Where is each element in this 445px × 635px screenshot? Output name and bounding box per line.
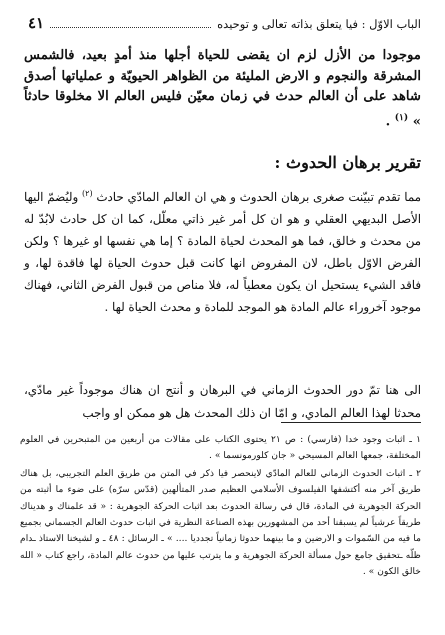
- paragraph2-text-before: مما تقدم تبيّنت صغرى برهان الحدوث و هي ان العالم المادّي حادث: [92, 189, 421, 204]
- footnote-separator: [281, 422, 421, 423]
- paragraph-final: الى هنا تمّ دور الحدوث الزماني في البرهان و أنتج ان هناك موجوداً غير مادّي، محدثا لهذا العالم المادي، و امّا ان ذلك المحدث هل هو ممكن او واجب: [24, 383, 421, 420]
- footnotes: [20, 432, 421, 582]
- paragraph-continuation: [24, 46, 421, 132]
- page-number: ٤١: [28, 14, 45, 32]
- paragraph1-end: .: [385, 113, 395, 129]
- running-title: الباب الاوّل : فيا يتعلق بذاته تعالى و توحيده: [217, 17, 421, 31]
- paragraph-body: [24, 183, 421, 318]
- paragraph1-text: موجودا من الأزل لزم ان يقضى للحياة أجلها منذ أمدٍ بعيد، فالشمس المشرقة والنجوم و الارض المليئة من الظواهر الحيويّة و عملياتها أصدق شاهد على أن العالم حدث في زمان معيّن فليس العالم الا مخلوقا حادثاً »: [24, 48, 421, 129]
- footnote-1: ١ ـ اثبات وجود خدا (فارسي) : ص ٢١ يحتوى الكتاب على مقالات من أربعين من المتبحرين في العلوم المختلفة، جمعها العالم المسيحي « جان كلورمونسما » .: [20, 434, 421, 462]
- section-heading: تقرير برهان الحدوث :: [274, 153, 421, 172]
- footnote-ref-1: (١): [394, 112, 409, 123]
- footnote-ref-2: (٢): [82, 189, 93, 198]
- header-dot-leader: [50, 17, 211, 28]
- footnote-2: ٢ ـ اثبات الحدوث الزماني للعالم المادّي لاينحصر فيا ذكر في المتن من طريق العلم التجريبي، بل هناك طريق آخر منه أكتشفها الفيلسوف الأسلامي العظيم صدر المتألهين (قدّس سرّه) على ضوء ما أثبته من الحركة الجوهرية في المادة، قال في رسالة الحدوث بعد اثبات الحركة الجوهرية : « قد علمناك و هديناك طريقاً عرشياً لم يسبقنا أحد من المشهورين بهذه الصناعة النظرية في اثبات حدوث العالم الجسماني بجميع ما فيه من السّموات و الارضين و ما بينهما حدوثا زمانياً تجدديا .... » ـ الرسائل : ٤٨ ـ و لشيخنا الاستاذ ـدام ظلّه ـتحقيق جامع حول مسألة الحركة الجوهرية و ما يترتب عليها من حدوث عالم المادة، راجع كتاب « الله خالق الكون » .: [20, 467, 421, 578]
- page-header: [28, 14, 421, 36]
- paragraph2-text-after: وليُضمّ اليها الأصل البديهي العقلي و هو ان كل أمر غير ذاتي معلّل، كما ان كل حادث لابُدّ له من محدث و خالق، فما هو المحدث لحياة المادة ؟ إما هي نفسها او غيرها ؟ ولكن الفرض الاوّل باطل، لان المفروض انها كانت قبل حدوث الحياة لها فاقدة لها، و فاقد الشيء يستحيل ان يكون معطياً له، فلا مناص من قبول الفرض الثاني، فهناك موجود آخروراء عالم المادة هو الموجد للمادة و محدث الحياة لها .: [24, 189, 421, 314]
